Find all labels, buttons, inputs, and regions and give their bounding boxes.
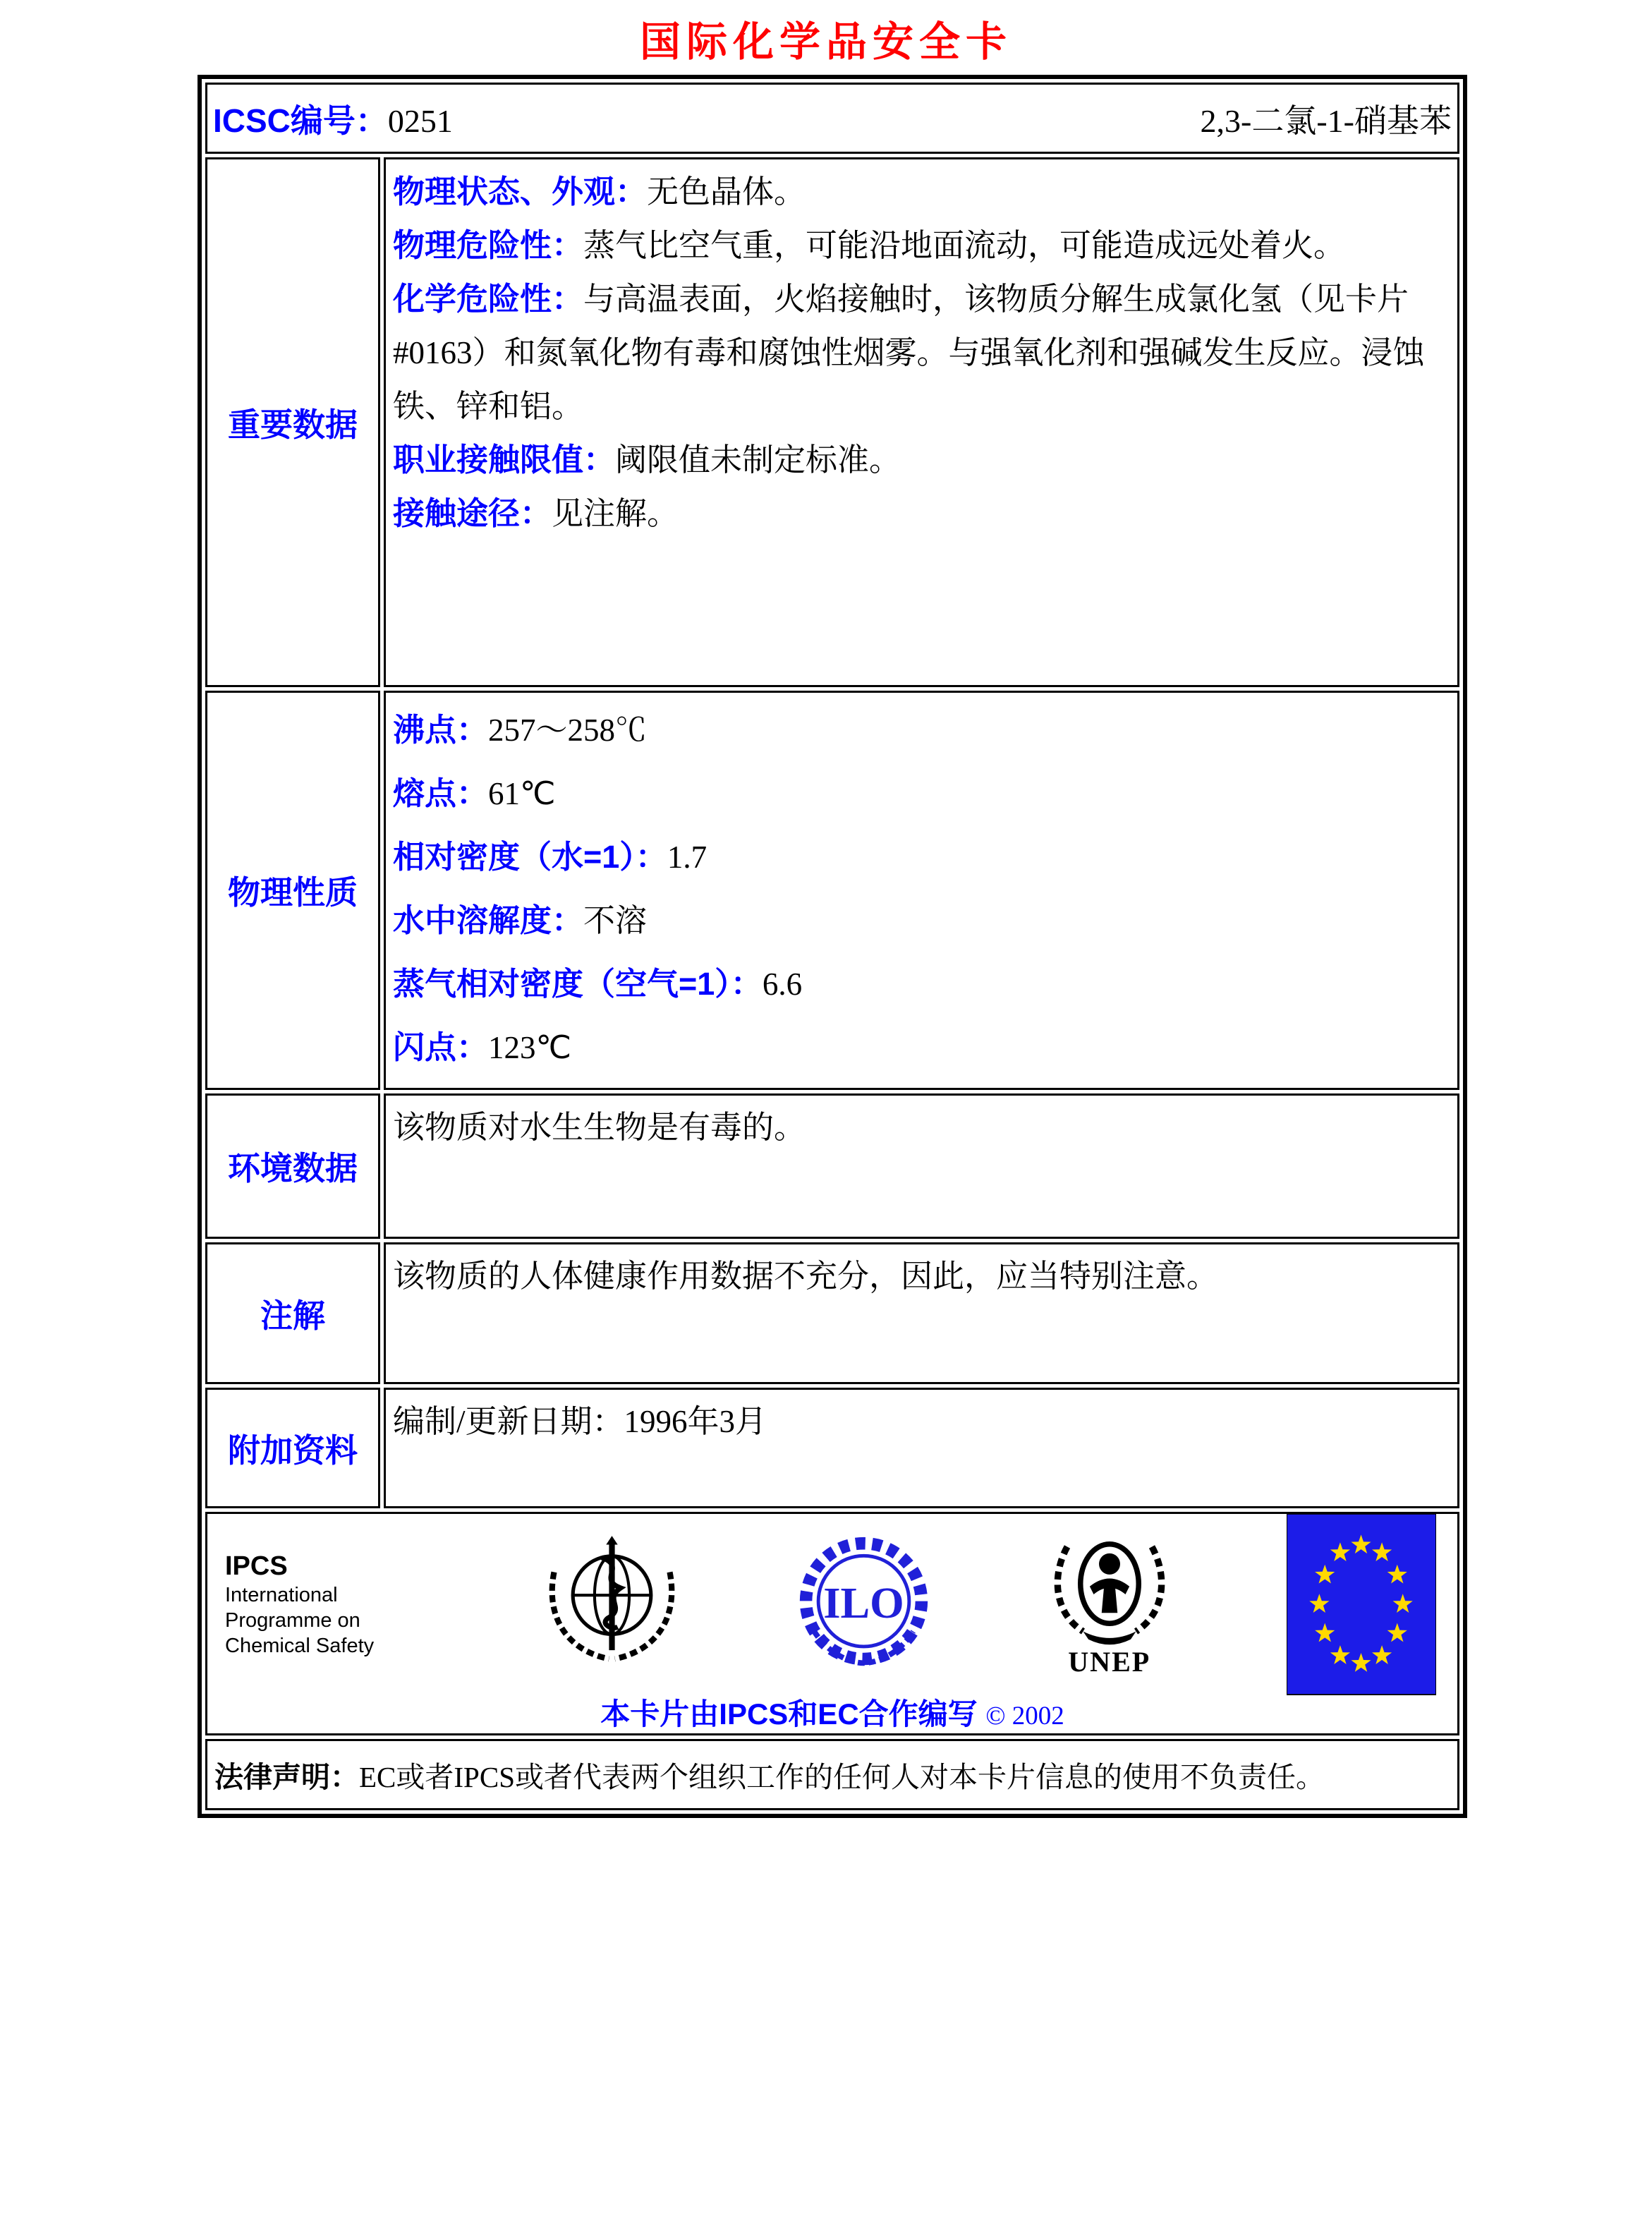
- icsc-number-label: ICSC编号：: [213, 102, 388, 139]
- ilo-logo-icon: [795, 1535, 933, 1673]
- physical-properties-row: [205, 691, 1459, 1090]
- footer-row: [205, 1512, 1459, 1735]
- important-data-item: 化学危险性：与高温表面，火焰接触时，该物质分解生成氯化氢（见卡片#0163）和氮氧化物有毒和腐蚀性烟雾。与强氧化剂和强碱发生反应。浸蚀铁、锌和铝。: [393, 281, 1425, 424]
- logo-row: [207, 1514, 1457, 1687]
- section-label-important-data: 重要数据: [228, 406, 358, 443]
- icsc-number-value: 0251: [387, 102, 453, 139]
- important-data-item: 物理状态、外观：无色晶体。: [393, 174, 806, 210]
- header-row: [205, 83, 1459, 154]
- environmental-data-row: [205, 1093, 1459, 1239]
- important-data-content: [386, 159, 1457, 540]
- important-data-item: 接触途径：见注解。: [393, 495, 679, 531]
- update-date-label: 编制/更新日期：: [393, 1404, 624, 1439]
- ipcs-text-block: IPCS International Programme on Chemical Safety: [225, 1550, 430, 1659]
- important-data-item: 物理危险性：蒸气比空气重，可能沿地面流动，可能造成远处着火。: [393, 227, 1346, 263]
- card-header: [207, 85, 1457, 152]
- additional-info-content: [386, 1390, 1457, 1441]
- who-logo-icon: [540, 1532, 684, 1676]
- physical-property-item: 蒸气相对密度（空气=1）：6.6: [393, 966, 803, 1002]
- ilo-logo-text: ILO: [822, 1579, 904, 1628]
- environmental-data-content: 该物质对水生生物是有毒的。: [393, 1110, 806, 1145]
- unep-logo-icon: [1043, 1531, 1177, 1647]
- icsc-card-table: [198, 75, 1467, 1818]
- icsc-number-group: [213, 95, 453, 142]
- physical-properties-content: [386, 693, 1457, 1079]
- update-date-value: 1996年3月: [624, 1404, 767, 1439]
- section-label-notes: 注解: [260, 1297, 325, 1334]
- legal-row: [205, 1739, 1459, 1810]
- page-title: 国际化学品安全卡: [639, 19, 1012, 65]
- physical-property-item: 水中溶解度：不溶: [393, 902, 648, 938]
- legal-statement: 法律声明： EC或者IPCS或者代表两个组织工作的任何人对本卡片信息的使用不负责任。: [207, 1741, 1457, 1808]
- notes-content: 该物质的人体健康作用数据不充分，因此，应当特别注意。: [393, 1259, 1219, 1294]
- footer-cell: [207, 1514, 1457, 1733]
- physical-property-item: 相对密度（水=1）：1.7: [393, 839, 707, 875]
- legal-label: 法律声明：: [214, 1761, 359, 1793]
- unep-logo-block: [1043, 1531, 1177, 1677]
- physical-property-item: 熔点：61℃: [393, 775, 556, 811]
- section-label-physical-properties: 物理性质: [228, 874, 358, 911]
- physical-property-item: 闪点：123℃: [393, 1029, 572, 1065]
- important-data-row: [205, 157, 1459, 687]
- unep-logo-text: UNEP: [1068, 1646, 1151, 1678]
- notes-row: [205, 1242, 1459, 1384]
- copyright: © 2002: [985, 1702, 1064, 1731]
- chemical-name: 2,3-二氯-1-硝基苯: [1200, 102, 1452, 139]
- section-label-environmental-data: 环境数据: [228, 1150, 358, 1187]
- additional-info-row: [205, 1388, 1459, 1508]
- important-data-item: 职业接触限值：阈限值未制定标准。: [393, 442, 901, 478]
- eu-flag-icon: [1287, 1513, 1436, 1695]
- section-label-additional-info: 附加资料: [228, 1431, 358, 1469]
- physical-property-item: 沸点：257～258℃: [393, 712, 648, 748]
- ipcs-acronym: IPCS: [225, 1551, 288, 1581]
- credit-line: 本卡片由IPCS和EC合作编写 © 2002: [600, 1697, 1064, 1731]
